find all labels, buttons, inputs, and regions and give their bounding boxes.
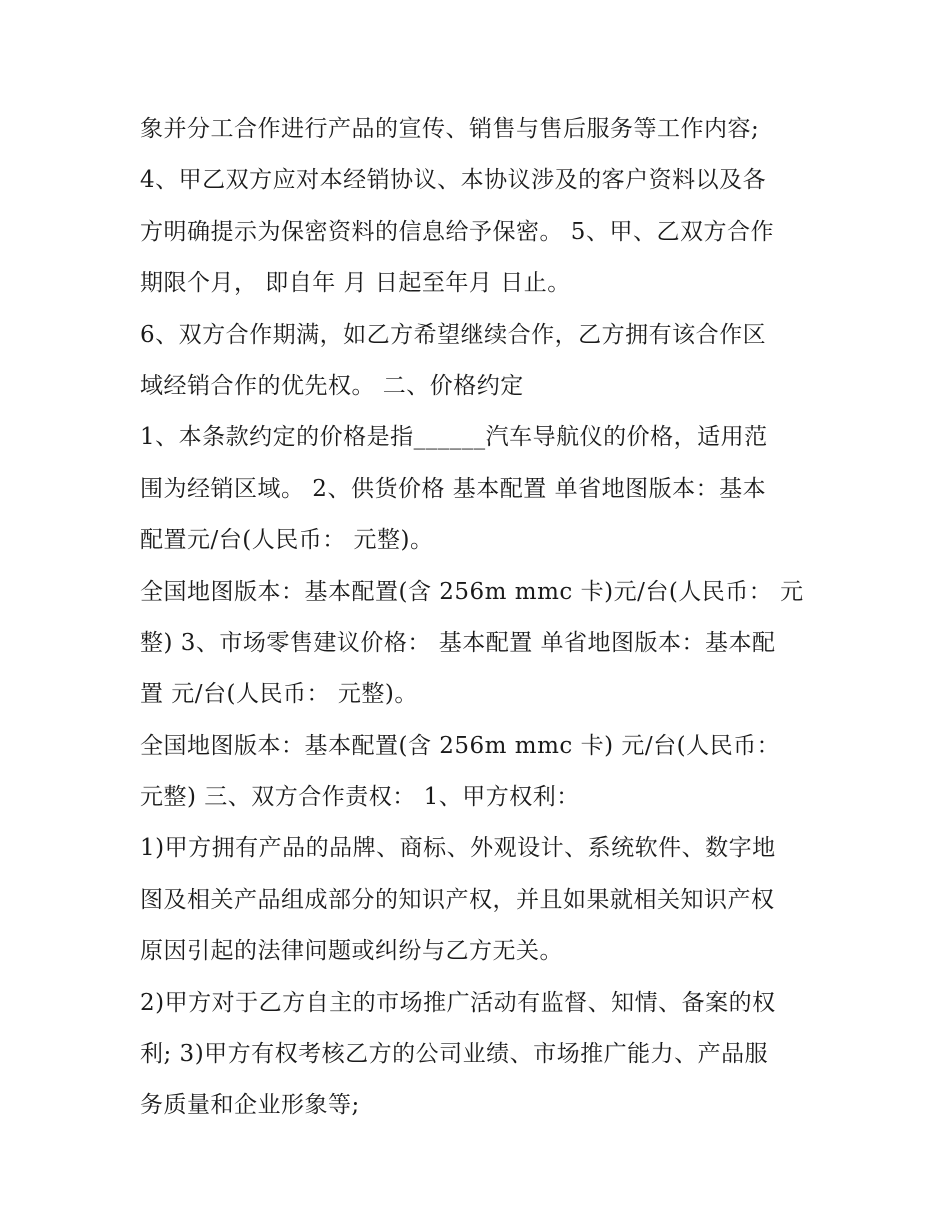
text-line: 务质量和企业形象等;	[140, 1092, 360, 1119]
text-line: 象并分工合作进行产品的宣传、销售与售后服务等工作内容;	[140, 116, 760, 142]
text-line: 元整) 三、双方合作责权： 1、甲方权利：	[140, 784, 580, 811]
text-line: 原因引起的法律问题或纠纷与乙方无关。	[140, 938, 563, 965]
text-line: 1、本条款约定的价格是指______汽车导航仪的价格，适用范	[140, 424, 768, 451]
text-line: 全国地图版本：基本配置(含 256m mmc 卡)元/台(人民币： 元	[140, 578, 804, 605]
text-line: 围为经销区域。 2、供货价格 基本配置 单省地图版本：基本	[140, 475, 767, 502]
text-line: 配置元/台(人民币： 元整)。	[140, 527, 434, 554]
document-body	[140, 104, 820, 1132]
text-line: 期限个月， 即自年 月 日起至年月 日止。	[140, 270, 571, 297]
text-line: 域经销合作的优先权。 二、价格约定	[140, 372, 524, 399]
text-line: 1)甲方拥有产品的品牌、商标、外观设计、系统软件、数字地	[140, 835, 776, 862]
text-line: 整) 3、市场零售建议价格： 基本配置 单省地图版本：基本配	[140, 629, 776, 656]
text-line: 4、甲乙双方应对本经销协议、本协议涉及的客户资料以及各	[140, 167, 767, 194]
text-line: 图及相关产品组成部分的知识产权，并且如果就相关知识产权	[140, 886, 775, 913]
text-line: 全国地图版本：基本配置(含 256m mmc 卡) 元/台(人民币：	[140, 732, 781, 759]
text-line: 2)甲方对于乙方自主的市场推广活动有监督、知情、备案的权	[140, 989, 776, 1016]
text-line: 6、双方合作期满，如乙方希望继续合作，乙方拥有该合作区	[140, 321, 767, 348]
text-line: 方明确提示为保密资料的信息给予保密。 5、甲、乙双方合作	[140, 218, 774, 245]
text-line: 置 元/台(人民币： 元整)。	[140, 681, 418, 708]
text-line: 利; 3)甲方有权考核乙方的公司业绩、市场推广能力、产品服	[140, 1041, 769, 1068]
